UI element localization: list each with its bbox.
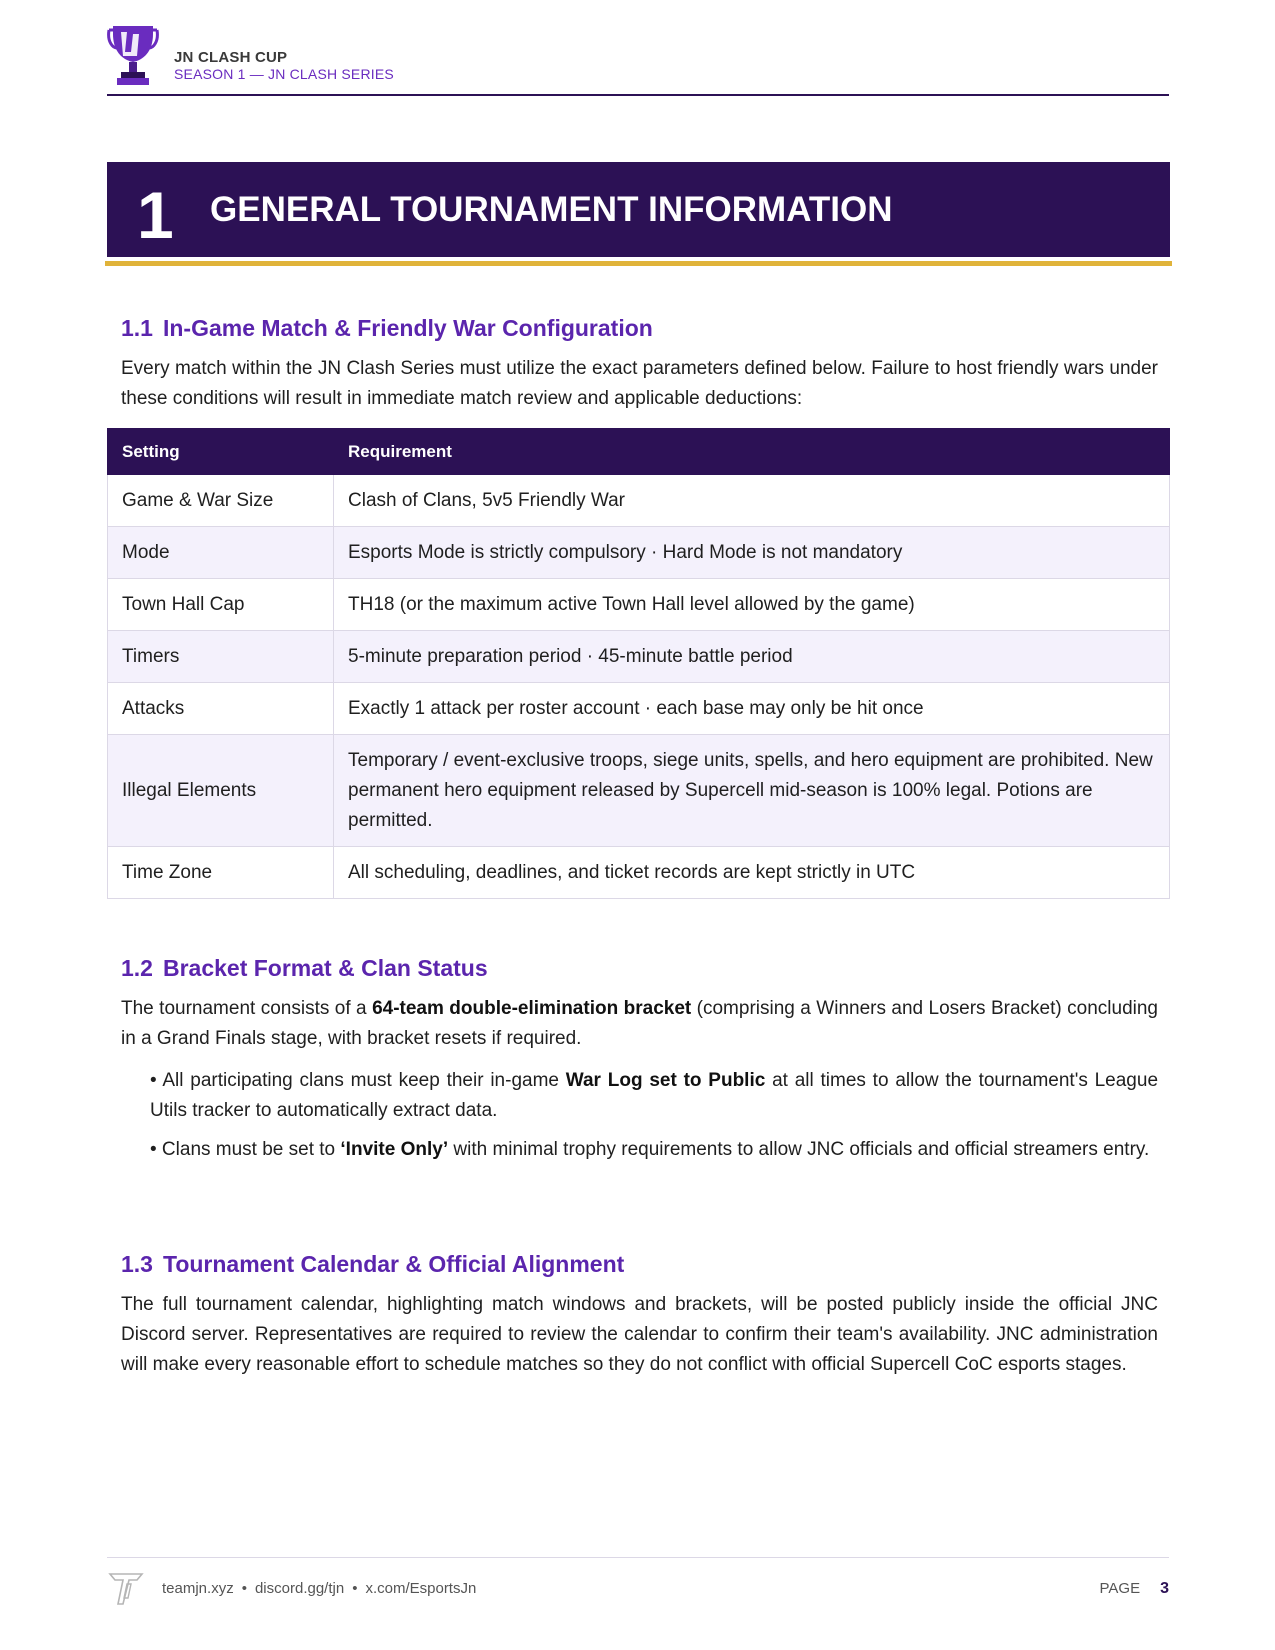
- table-cell-requirement: All scheduling, deadlines, and ticket records are kept strictly in UTC: [334, 847, 1170, 899]
- table-row: [108, 631, 1170, 683]
- table-header-setting: Setting: [108, 429, 334, 475]
- section-title: Bracket Format & Clan Status: [162, 955, 488, 981]
- table-cell-requirement: Clash of Clans, 5v5 Friendly War: [334, 475, 1170, 527]
- section-title: Tournament Calendar & Official Alignment: [162, 1251, 625, 1277]
- table-cell-requirement: Temporary / event-exclusive troops, siege units, spells, and hero equipment are prohibited. New permanent hero equipment released by Supercell mid-season is 100% legal. Potions are permitted.: [334, 735, 1170, 847]
- table-row: [108, 579, 1170, 631]
- table-cell-requirement: TH18 (or the maximum active Town Hall level allowed by the game): [334, 579, 1170, 631]
- bracket-paragraph: [121, 994, 1158, 1054]
- table-row: [108, 847, 1170, 899]
- table-cell-requirement: 5-minute preparation period · 45-minute battle period: [334, 631, 1170, 683]
- text-run: with minimal trophy requirements to allow JNC officials and official streamers entry.: [448, 1139, 1150, 1160]
- text-run: • Clans must be set to: [150, 1139, 341, 1160]
- table-cell-setting: Attacks: [108, 683, 334, 735]
- table-cell-requirement: Exactly 1 attack per roster account · each base may only be hit once: [334, 683, 1170, 735]
- section-intro: Every match within the JN Clash Series must utilize the exact parameters defined below. Failure to host friendly wars under these conditions will result in immediate match review and applicable deductions:: [121, 358, 1158, 409]
- bold-text: 64-team double-elimination bracket: [372, 998, 692, 1019]
- table-cell-requirement: Esports Mode is strictly compulsory · Hard Mode is not mandatory: [334, 527, 1170, 579]
- team-logo-icon: [107, 1570, 145, 1608]
- section-number: 1.3: [121, 1251, 153, 1277]
- text-run: (comprising a Winners and Losers Bracket) concluding in a Grand Finals stage, with bracket resets if required.: [121, 998, 1159, 1049]
- config-table: [107, 428, 1170, 899]
- text-run: at all times to allow the tournament's League Utils tracker to automatically extract data.: [150, 1070, 1159, 1121]
- bold-text: War Log set to Public: [565, 1070, 766, 1091]
- table-header-requirement: Requirement: [334, 429, 1170, 475]
- footer-link-x[interactable]: x.com/EsportsJn: [365, 1580, 477, 1597]
- footer-link-website[interactable]: teamjn.xyz: [162, 1580, 234, 1597]
- table-cell-setting: Mode: [108, 527, 334, 579]
- table-cell-setting: Game & War Size: [108, 475, 334, 527]
- section-heading-1-3: [121, 1250, 624, 1278]
- separator-dot: •: [352, 1580, 358, 1597]
- page-indicator: [1100, 1580, 1169, 1598]
- chapter-number: 1: [137, 178, 174, 252]
- header-title: JN CLASH CUP: [174, 49, 288, 66]
- trophy-logo-icon: [107, 22, 159, 88]
- header-subtitle: SEASON 1 — JN CLASH SERIES: [174, 66, 394, 82]
- list-item: [150, 1135, 1158, 1165]
- text-run: • All participating clans must keep their in-game: [150, 1070, 566, 1091]
- page-header: [107, 22, 1169, 96]
- chapter-title: GENERAL TOURNAMENT INFORMATION: [210, 190, 893, 229]
- section-title: In-Game Match & Friendly War Configuration: [162, 315, 653, 341]
- page-number: 3: [1160, 1580, 1169, 1597]
- text-run: The tournament consists of a: [121, 998, 373, 1019]
- table-row: [108, 735, 1170, 847]
- table-row: [108, 527, 1170, 579]
- section-number: 1.2: [121, 955, 153, 981]
- list-item: [150, 1066, 1158, 1126]
- table-cell-setting: Illegal Elements: [108, 735, 334, 847]
- chapter-banner: [107, 162, 1170, 257]
- bold-text: ‘Invite Only’: [340, 1139, 449, 1160]
- calendar-paragraph: The full tournament calendar, highlighting match windows and brackets, will be posted publicly inside the official JNC Discord server. Representatives are required to review the calendar to confirm their team's availability. JNC administration will make every reasonable effort to schedule matches so they do not conflict with official Supercell CoC esports stages.: [121, 1294, 1158, 1375]
- page-footer: [107, 1557, 1169, 1608]
- table-cell-setting: Town Hall Cap: [108, 579, 334, 631]
- table-header-row: [108, 429, 1170, 475]
- page-label: PAGE: [1099, 1580, 1141, 1597]
- section-heading-1-1: [121, 314, 653, 342]
- banner-underline: [105, 261, 1172, 266]
- section-heading-1-2: [121, 954, 488, 982]
- table-cell-setting: Time Zone: [108, 847, 334, 899]
- section-number: 1.1: [121, 315, 153, 341]
- separator-dot: •: [241, 1580, 247, 1597]
- footer-links: [162, 1580, 476, 1597]
- footer-link-discord[interactable]: discord.gg/tjn: [254, 1580, 345, 1597]
- table-row: [108, 683, 1170, 735]
- table-row: [108, 475, 1170, 527]
- table-cell-setting: Timers: [108, 631, 334, 683]
